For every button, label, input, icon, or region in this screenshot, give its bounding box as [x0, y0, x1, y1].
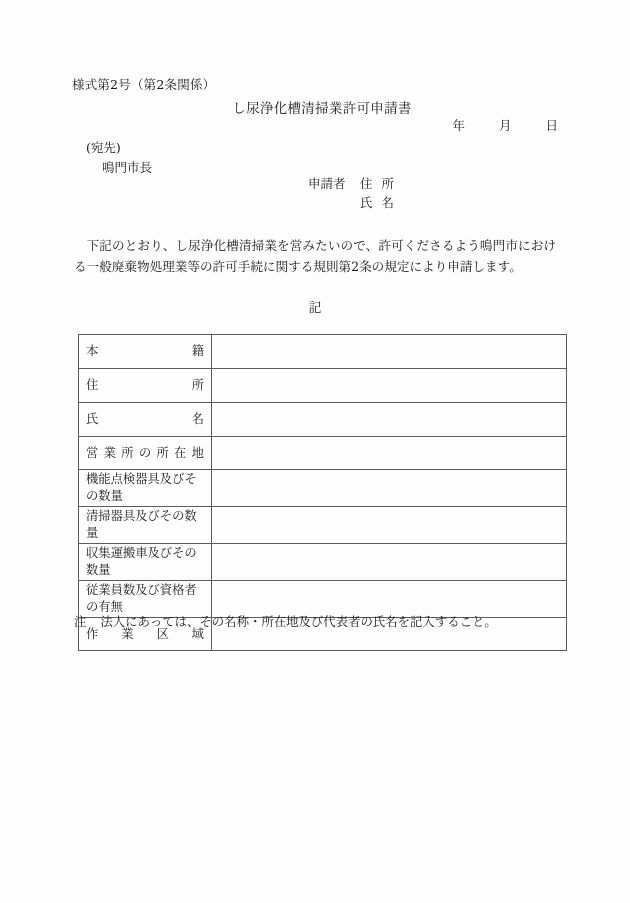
table-row-label-text: 収集運搬車及びその数量: [86, 546, 197, 577]
table-row-label-text: 本 籍: [86, 344, 204, 358]
applicant-address-label-2: 所: [381, 176, 395, 191]
table-row-label-text: 氏 名: [86, 412, 204, 426]
table-row-value[interactable]: [212, 437, 567, 470]
table-row-value[interactable]: [212, 544, 567, 581]
table-row-label: [79, 507, 212, 544]
date-month-label: 月: [498, 118, 512, 133]
table-row: [79, 403, 567, 437]
table-row: [79, 507, 567, 544]
table-row-label-text: 従業員数及び資格者の有無: [86, 583, 197, 614]
table-row-label: [79, 470, 212, 507]
table-row-value[interactable]: [212, 335, 567, 369]
table-row: [79, 544, 567, 581]
table-row-label: [79, 335, 212, 369]
table-row: [79, 437, 567, 470]
table-row: [79, 335, 567, 369]
footnote-text: 法人にあっては、その名称・所在地及び代表者の氏名を記入すること。: [100, 614, 497, 629]
table-row-value[interactable]: [212, 403, 567, 437]
table-row: [79, 470, 567, 507]
applicant-address-row: [308, 174, 394, 193]
table-row-label-text: 作 業 区 域: [86, 626, 204, 641]
addressee-name: 鳴門市長: [102, 160, 153, 175]
table-body: [79, 335, 567, 651]
footnote-marker: 注: [74, 614, 87, 629]
table-row-value[interactable]: [212, 369, 567, 403]
applicant-address-label: 住: [360, 176, 382, 191]
applicant-name-label: 氏: [360, 195, 382, 210]
table-row-label: [79, 437, 212, 470]
applicant-block: [308, 174, 394, 212]
table-row-label-text: 機能点検器具及びその数量: [86, 472, 197, 503]
footnote: [74, 612, 497, 630]
applicant-name-label-2: 名: [381, 195, 395, 210]
table-row-label: [79, 369, 212, 403]
date-line: [452, 116, 558, 134]
form-number: 様式第2号（第2条関係）: [72, 77, 216, 92]
date-year-label: 年: [452, 118, 465, 133]
table-row-label: [79, 403, 212, 437]
body-paragraph: 下記のとおり、し尿浄化槽清掃業を営みたいので、許可くださるよう鳴門市における一般廃棄物処理業等の許可手続に関する規則第2条の規定により申請します。: [74, 238, 556, 274]
table-row-value[interactable]: [212, 470, 567, 507]
date-day-label: 日: [545, 118, 558, 133]
ki-mark: 記: [308, 301, 322, 316]
table-row-label: [79, 544, 212, 581]
addressee-label: (宛先): [86, 140, 121, 155]
table-row-value[interactable]: [212, 507, 567, 544]
document-title-text: し尿浄化槽清掃業許可申請書: [232, 101, 412, 117]
application-details-table: [78, 334, 567, 651]
applicant-role-label: 申請者: [308, 176, 346, 191]
table-row-label-text: 清掃器具及びその数量: [86, 509, 197, 540]
table-row: [79, 369, 567, 403]
applicant-name-row: [308, 193, 394, 212]
table-row-label-text: 営 業 所 の 所 在 地: [86, 445, 204, 460]
document-title: [0, 97, 630, 117]
table-row-label-text: 住 所: [86, 378, 204, 392]
